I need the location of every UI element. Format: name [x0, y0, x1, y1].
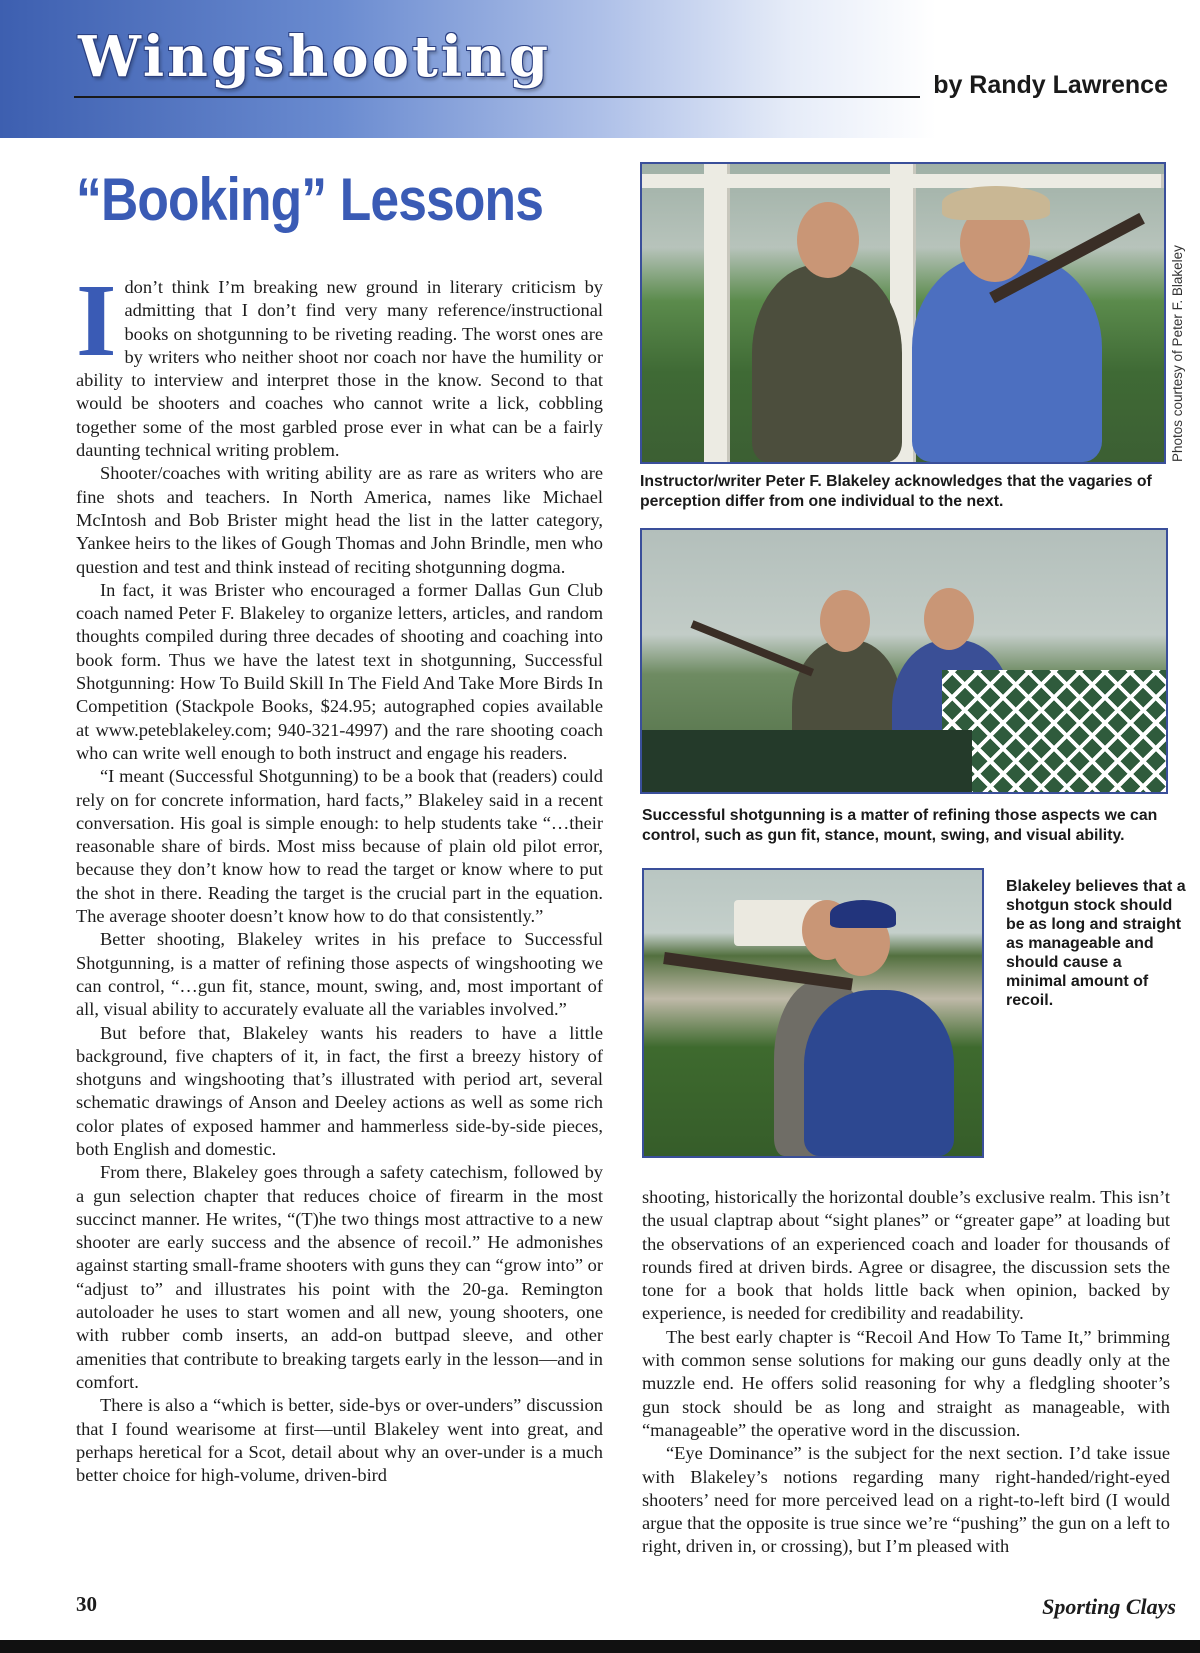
- person-head: [924, 588, 974, 650]
- article-paragraph: Better shooting, Blakeley writes in his preface to Successful Shotgunning, is a matter of refining those aspects of wingshooting we can control, “…gun fit, stance, mount, swing, and, most important of all, visual ability to accurately evaluate all the variables involved.”: [76, 929, 603, 1020]
- article-paragraph: shooting, historically the horizontal double’s exclusive realm. This isn’t the usual claptrap about “sight planes” or “greater gape” at loading but the observations of an experienced coach and loader for thousands of rounds fired at driven birds. Agree or disagree, the discussion sets the tone for a book that holds little back when opinion, backed by experience, is needed for credibility and readability.: [642, 1187, 1170, 1324]
- stand-post: [704, 164, 730, 462]
- article-paragraph: [76, 276, 603, 462]
- photo-caption: Blakeley believes that a shotgun stock should be as long and straight as manageable and should cause a minimal amount of recoil.: [1006, 878, 1186, 1009]
- article-column-right: [642, 1186, 1170, 1586]
- baseball-cap: [830, 900, 896, 928]
- photo-caption: Instructor/writer Peter F. Blakeley acknowledges that the vagaries of perception differ from one individual to the next.: [640, 473, 1152, 510]
- hat: [942, 186, 1050, 220]
- stand-beam: [642, 174, 1164, 188]
- photo-student-mounting-gun: [642, 868, 984, 1158]
- article-paragraph: Shooter/coaches with writing ability are as rare as writers who are fine shots and teachers. In North America, names like Michael McIntosh and Bob Brister might head the list in the latter category, Yankee heirs to the likes of Gough Thomas and John Brindle, men who question and test and think instead of reciting shotgunning dogma.: [76, 463, 603, 577]
- magazine-name: Sporting Clays: [1042, 1594, 1176, 1619]
- photo-credit: Photos courtesy of Peter F. Blakeley: [1170, 245, 1185, 462]
- page-number: 30: [76, 1592, 97, 1616]
- article-paragraph: In fact, it was Brister who encouraged a former Dallas Gun Club coach named Peter F. Blakeley to organize letters, articles, and random thoughts compiled during three decades of shooting and coaching into book form. Thus we have the latest text in shotgunning, Successful Shotgunning: How To Build Skill In The Field And Take More Birds In Competition (Stackpole Books, $24.95; autographed copies available at www.peteblakeley.com; 940-321-4997) and the rare shooting coach who can write well enough to both instruct and engage his readers.: [76, 579, 603, 763]
- article-headline: “Booking” Lessons: [76, 166, 544, 233]
- lattice-fence: [942, 670, 1166, 792]
- photo-caption: Successful shotgunning is a matter of refining those aspects we can control, such as gun fit, stance, mount, swing, and visual ability.: [642, 807, 1158, 844]
- person-head: [820, 590, 870, 652]
- paragraph-text: don’t think I’m breaking new ground in literary criticism by admitting that I don’t find very many reference/instructional books on shotgunning to be riveting reading. The worst ones are by writers who neither shoot nor coach nor have the humility or ability to interview and interpret those in the know. Second to that would be shooters and coaches who cannot write a lick, cobbling together some of the most garbled prose ever in what can be a fairly daunting technical writing problem.: [76, 277, 603, 461]
- stand-shadow: [642, 730, 972, 792]
- shotgun: [691, 620, 815, 676]
- article-paragraph: But before that, Blakeley wants his readers to have a little background, five chapters of it, in fact, the first a breezy history of shotguns and wingshooting that’s illustrated with period art, several schematic drawings of Anson and Deeley actions as well as some rich color plates of exposed hammer and hammerless side-by-side pieces, both English and domestic.: [76, 1022, 603, 1159]
- person-vest: [752, 264, 902, 462]
- article-paragraph: From there, Blakeley goes through a safety catechism, followed by a gun selection chapter that reduces choice of firearm in the most succinct manner. He writes, “(T)he two things most attractive to a new shooter are early success and the absence of recoil.” He admonishes against starting small-frame shooters with guns they can “grow into” or “adjust to” and illustrates his point with the 20-ga. Remington autoloader he uses to start women and all new, young shooters, one with rubber comb inserts, an add-on buttpad sleeve, and other amenities that contribute to breaking targets early in the lesson—and in comfort.: [76, 1162, 603, 1392]
- person-head: [797, 202, 859, 278]
- article-column-left: [76, 276, 603, 1576]
- student-vest: [804, 990, 954, 1156]
- article-paragraph: “I meant (Successful Shotgunning) to be a book that (readers) could rely on for concrete information, hard facts,” Blakeley said in a recent conversation. His goal is simple enough: to help students take “…their reasonable share of birds. Most miss because of plain old pilot error, because they don’t know how to read the target or know where to put the shot in there. Reading the target is the crucial part in the equation. The average shooter doesn’t know how to do that consistently.”: [76, 766, 603, 927]
- article-paragraph: “Eye Dominance” is the subject for the next section. I’d take issue with Blakeley’s notions regarding many right-handed/right-eyed shooters’ need for more perceived lead on a right-to-left bird (I would argue that the opposite is true since we’re “pushing” the gun on a left to right, driven in, or crossing), but I’m pleased with: [642, 1443, 1170, 1557]
- photo-instruction-at-lattice: [640, 528, 1168, 794]
- bottom-edge: [0, 1640, 1200, 1653]
- article-paragraph: The best early chapter is “Recoil And How To Tame It,” brimming with common sense solutions for making our guns deadly only at the muzzle end. He offers solid reasoning for why a fledgling shooter’s gun stock should be as long and straight as manageable, with “manageable” the operative word in the discussion.: [642, 1326, 1170, 1440]
- byline: by Randy Lawrence: [933, 71, 1168, 99]
- article-paragraph: There is also a “which is better, side-bys or over-unders” discussion that I found wearisome at first—until Blakeley went into great, and perhaps heretical for a Scot, detail about why an over-under is a much better choice for high-volume, driven-bird: [76, 1395, 603, 1486]
- banner-rule: [74, 96, 920, 98]
- photo-instructors-at-stand: [640, 162, 1166, 464]
- section-title: Wingshooting: [78, 24, 552, 90]
- drop-cap: I: [76, 276, 117, 378]
